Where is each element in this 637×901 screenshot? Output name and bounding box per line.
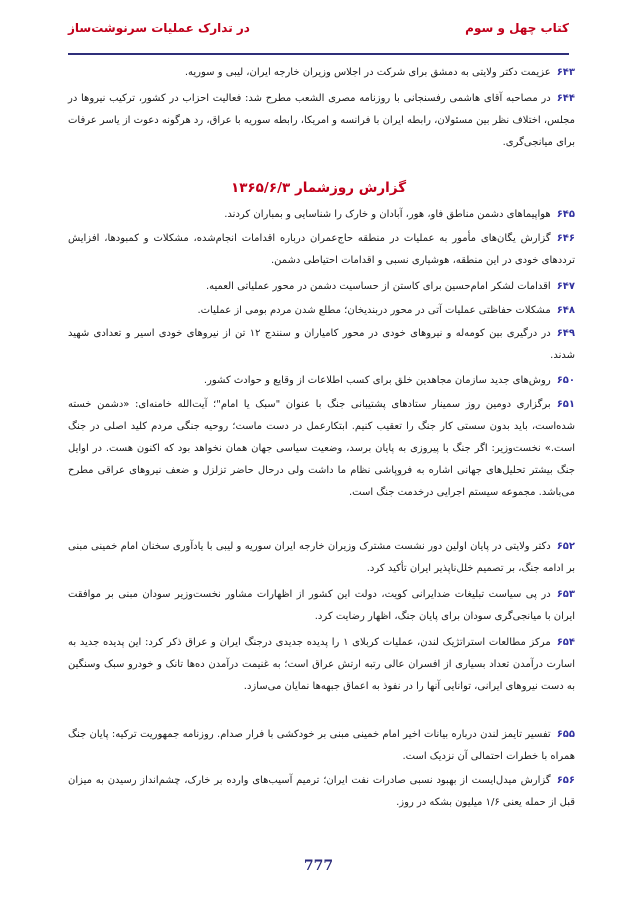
entry-text: روش‌های جدید سازمان مجاهدین خلق برای کسب اطلاعات از وقایع و حوادث کشور. — [203, 375, 551, 386]
chapter-title: در تدارک عملیات سرنوشت‌ساز — [68, 21, 250, 35]
entry-number: ۶۴۶ — [556, 233, 575, 244]
entry-text: عزیمت دکتر ولایتی به دمشق برای شرکت در اجلاس وزیران خارجه ایران، لیبی و سوریه. — [184, 67, 551, 78]
entry-number: ۶۴۷ — [556, 281, 575, 292]
entry-645 — [68, 204, 575, 226]
entry-654 — [68, 632, 575, 698]
entry-653 — [68, 584, 575, 628]
entry-number: ۶۴۹ — [556, 328, 576, 339]
page-header — [68, 16, 569, 40]
entry-650 — [68, 370, 575, 392]
entry-number: ۶۵۳ — [556, 589, 575, 600]
entry-text: در پی سیاست تبلیغات ضدایرانی کویت، دولت این کشور از اظهارات مشاور نخست‌وزیر سودان مبنی بر موافقت ایران با میانجی‌گری سودان برای پایان جنگ، اظهار رضایت کرد. — [68, 589, 575, 622]
entry-647 — [68, 276, 575, 298]
entry-number: ۶۴۴ — [556, 93, 575, 104]
entry-text: اقدامات لشکر امام‌حسین برای کاستن از حساسیت دشمن در محور عملیاتی العمیه. — [205, 281, 551, 292]
book-title: کتاب چهل و سوم — [465, 21, 569, 35]
entry-648 — [68, 300, 575, 322]
entry-text: تفسیر تایمز لندن درباره بیانات اخیر امام خمینی مبنی بر خودکشی با فرار صدام. روزنامه جمهوریت ترکیه: پایان جنگ همراه با خطرات احتمالی آن نزدیک است. — [68, 729, 575, 762]
entry-text: مرکز مطالعات استراتژیک لندن، عملیات کربلای ۱ را پدیده جدیدی درجنگ ایران و عراق ذکر کرد: این پدیده جدید به اسارت درآمدن تعداد بسیاری از افسران عالی رتبه ارتش عراق است؛ به غنیمت درآمدن ده‌ها تانک و خودرو سبک وسنگین به دست نیروهای ایرانی، توانایی آنها را در نفوذ به اعماق جبهه‌ها نمایان می‌سازد. — [68, 637, 575, 692]
entry-text: مشکلات حفاظتی عملیات آتی در محور دربندیخان؛ مطلع شدن مردم بومی از عملیات. — [197, 305, 551, 316]
entry-number: ۶۵۲ — [556, 541, 575, 552]
entry-number: ۶۴۵ — [556, 209, 575, 220]
entry-646 — [68, 228, 575, 272]
entry-number: ۶۵۶ — [556, 775, 575, 786]
entry-number: ۶۵۵ — [556, 729, 575, 740]
entry-652 — [68, 536, 575, 580]
header-divider — [68, 53, 569, 55]
entry-649 — [68, 323, 575, 367]
entry-655 — [68, 724, 575, 768]
entry-number: ۶۵۱ — [556, 399, 575, 410]
entry-644 — [68, 88, 575, 154]
entry-text: گزارش میدل‌ایست از بهبود نسبی صادرات نفت ایران؛ ترمیم آسیب‌های وارده بر خارک، چشم‌انداز رسیدن به میزان قبل از حمله یعنی ۱/۶ میلیون بشکه در روز. — [68, 775, 575, 808]
entry-651 — [68, 394, 575, 504]
entry-643 — [68, 62, 575, 84]
entry-number: ۶۵۴ — [556, 637, 575, 648]
section-title: گزارش روزشمار ۱۳۶۵/۶/۳ — [230, 180, 407, 196]
entry-number: ۶۴۸ — [556, 305, 575, 316]
entry-text: برگزاری دومین روز سمینار ستادهای پشتیبانی جنگ با عنوان "سبک یا امام"؛ آیت‌الله خامنه‌ای: «دشمن خسته شده‌است، باید بدون سستی کار جنگ را تعقیب کنیم. ابتکارعمل در دست ماست؛ روحیه جنگی مردم کلید اصلی در جنگ است.» نخست‌وزیر: اگر جنگ با پیروزی به پایان برسد، وضعیت سیاسی جهان همان نخواهد بود که اکنون هست. در اوایل جنگ بیشتر تحلیل‌های جهانی اشاره به فروپاشی نظام ما داشت ولی درحال حاضر تزلزل و ضعف نیروهای عراقی مطرح می‌باشد. مجموعه سیستم اجرایی درخدمت جنگ است. — [68, 399, 575, 498]
entry-text: در مصاحبه آقای هاشمی رفسنجانی با روزنامه مصری الشعب مطرح شد: فعالیت احزاب در کشور، ترکیب نیروها در مجلس، اختلاف نظر بین مسئولان، رابطه ایران با فرانسه و امریکا، رابطه سوریه با عراق، رد هرگونه دعوت از یاسر عرفات برای میانجی‌گری. — [68, 93, 575, 148]
entry-656 — [68, 770, 575, 814]
entry-text: در درگیری بین کومه‌له و نیروهای خودی در محور کامیاران و سنندج ۱۲ تن از نیروهای خودی اسیر و تعدادی شهید شدند. — [68, 328, 575, 361]
entry-text: دکتر ولایتی در پایان اولین دور نشست مشترک وزیران خارجه ایران سوریه و لیبی با یادآوری سخنان امام خمینی مبنی بر ادامه جنگ، بر تصمیم خلل‌ناپذیر ایران تأکید کرد. — [68, 541, 575, 574]
entry-text: هواپیماهای دشمن مناطق فاو، هور، آبادان و خارک را شناسایی و بمباران کردند. — [224, 209, 551, 220]
entry-number: ۶۵۰ — [556, 375, 575, 386]
entry-number: ۶۴۳ — [556, 67, 575, 78]
entry-text: گزارش یگان‌های مأمور به عملیات در منطقه حاج‌عمران درباره اقدامات انجام‌شده، مشکلات و کمبودها، افزایش ترددهای خودی در این منطقه، هوشیاری نسبی و اقدامات احتیاطی دشمن. — [68, 233, 575, 266]
page-number: 777 — [303, 858, 334, 874]
